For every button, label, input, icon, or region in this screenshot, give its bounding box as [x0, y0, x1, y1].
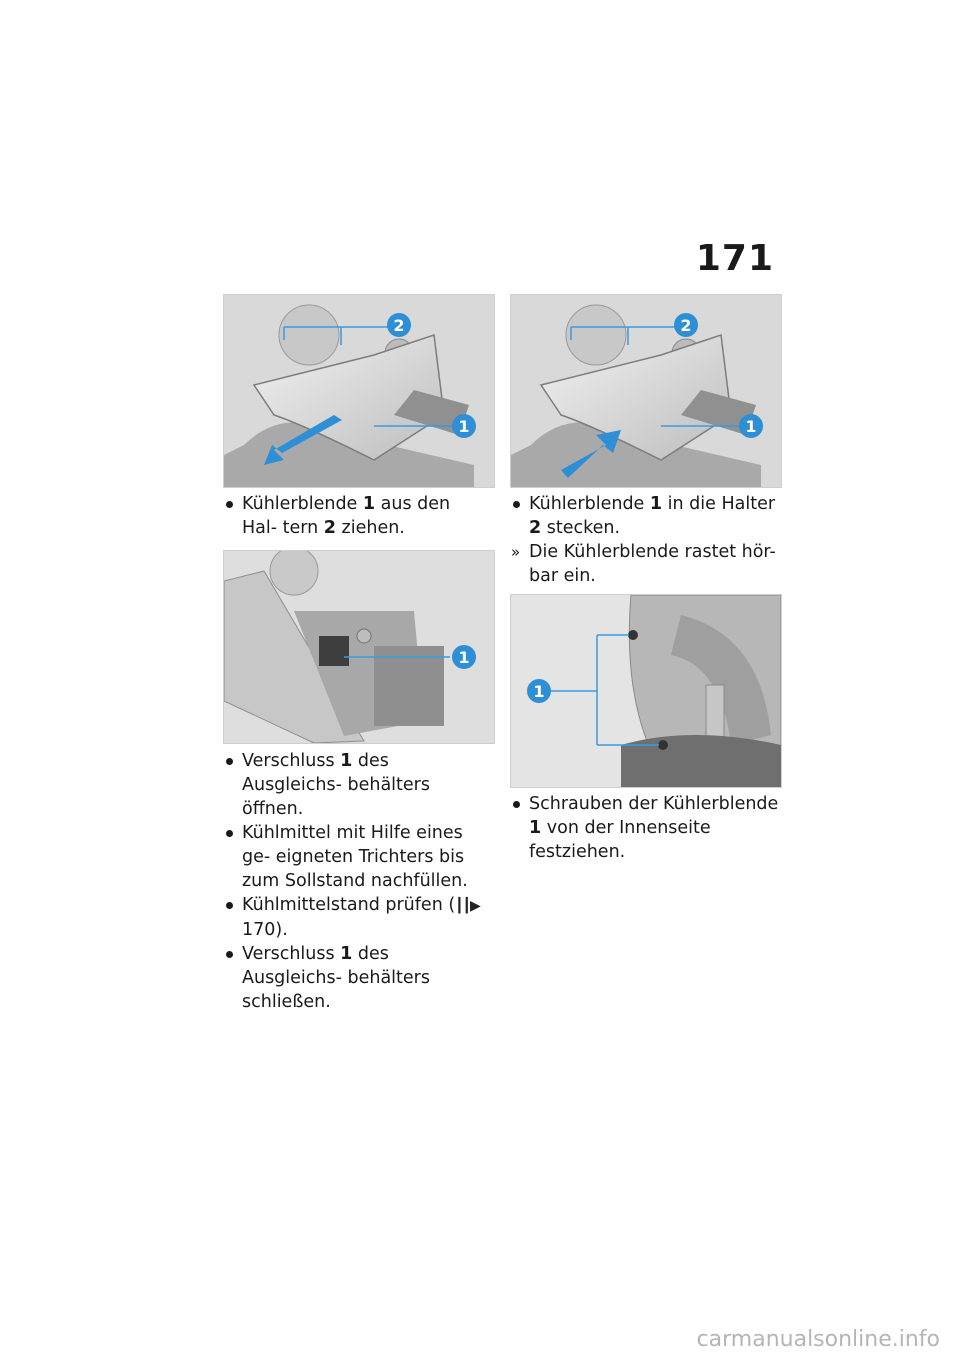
arrow-ref-icon: ┃┃▶ — [455, 898, 480, 914]
callout-ref: 1 — [649, 494, 663, 514]
step-text: Verschluss — [242, 944, 341, 964]
bullet-icon — [513, 801, 520, 808]
step-text: aus den Hal- tern — [242, 494, 451, 538]
step-close-cap — [224, 942, 486, 1014]
figure-inner-screws-drawing — [511, 595, 781, 787]
callout-ref: 2 — [529, 518, 542, 538]
step-text: ziehen. — [335, 518, 405, 538]
figure-inner-screws — [510, 594, 782, 788]
svg-text:1: 1 — [745, 417, 757, 436]
step-text: Kühlerblende — [242, 494, 363, 514]
figure-radiator-cover-remove-drawing — [224, 295, 494, 487]
result-cover-clicks — [511, 540, 779, 588]
svg-text:1: 1 — [458, 648, 470, 667]
step-text: stecken. — [541, 518, 621, 538]
result-arrow-icon: » — [511, 543, 521, 561]
bullet-icon — [513, 501, 520, 508]
svg-text:2: 2 — [393, 316, 405, 335]
bullet-icon — [226, 501, 233, 508]
step-remove-cover — [224, 492, 486, 540]
step-tighten-screws — [511, 792, 779, 864]
step-text: Verschluss — [242, 751, 341, 771]
step-text: Kühlmittelstand prüfen ( — [242, 895, 456, 915]
callout-ref: 1 — [362, 494, 376, 514]
step-insert-cover — [511, 492, 779, 540]
bullet-icon — [226, 830, 233, 837]
step-text: des Ausgleichs- behälters schließen. — [242, 944, 430, 1012]
left-steps-top — [224, 492, 486, 540]
result-text: Die Kühlerblende rastet hör- bar ein. — [529, 542, 776, 586]
callout-ref: 1 — [340, 944, 353, 964]
right-steps-top — [511, 492, 779, 588]
svg-text:1: 1 — [533, 682, 545, 701]
callout-ref: 2 — [323, 518, 336, 538]
step-open-cap — [224, 749, 486, 821]
page-ref[interactable]: 170). — [242, 920, 288, 940]
step-text: des Ausgleichs- behälters öffnen. — [242, 751, 430, 819]
callout-ref: 1 — [340, 751, 353, 771]
page-number: 171 — [695, 238, 774, 279]
step-text: von der Innenseite festziehen. — [529, 818, 711, 862]
step-text: Kühlerblende — [529, 494, 650, 514]
step-text: in die Halter — [662, 494, 776, 514]
figure-reservoir-cap-drawing — [224, 551, 494, 743]
callout-ref: 1 — [529, 818, 542, 838]
step-text: Kühlmittel mit Hilfe eines ge- eigneten Trichters bis zum Sollstand nachfüllen. — [242, 823, 468, 891]
watermark: carmanualsonline.info — [696, 1327, 940, 1352]
svg-text:1: 1 — [458, 417, 470, 436]
step-fill-coolant — [224, 821, 486, 893]
bullet-icon — [226, 902, 233, 909]
svg-text:2: 2 — [680, 316, 692, 335]
figure-radiator-cover-insert — [510, 294, 782, 488]
bullet-icon — [226, 758, 233, 765]
right-steps-bottom — [511, 792, 779, 864]
figure-reservoir-cap — [223, 550, 495, 744]
figure-radiator-cover-insert-drawing — [511, 295, 781, 487]
figure-radiator-cover-remove — [223, 294, 495, 488]
left-steps-bottom — [224, 749, 486, 1014]
step-text: Schrauben der Kühlerblende — [529, 794, 779, 814]
step-check-level — [224, 893, 486, 942]
bullet-icon — [226, 951, 233, 958]
